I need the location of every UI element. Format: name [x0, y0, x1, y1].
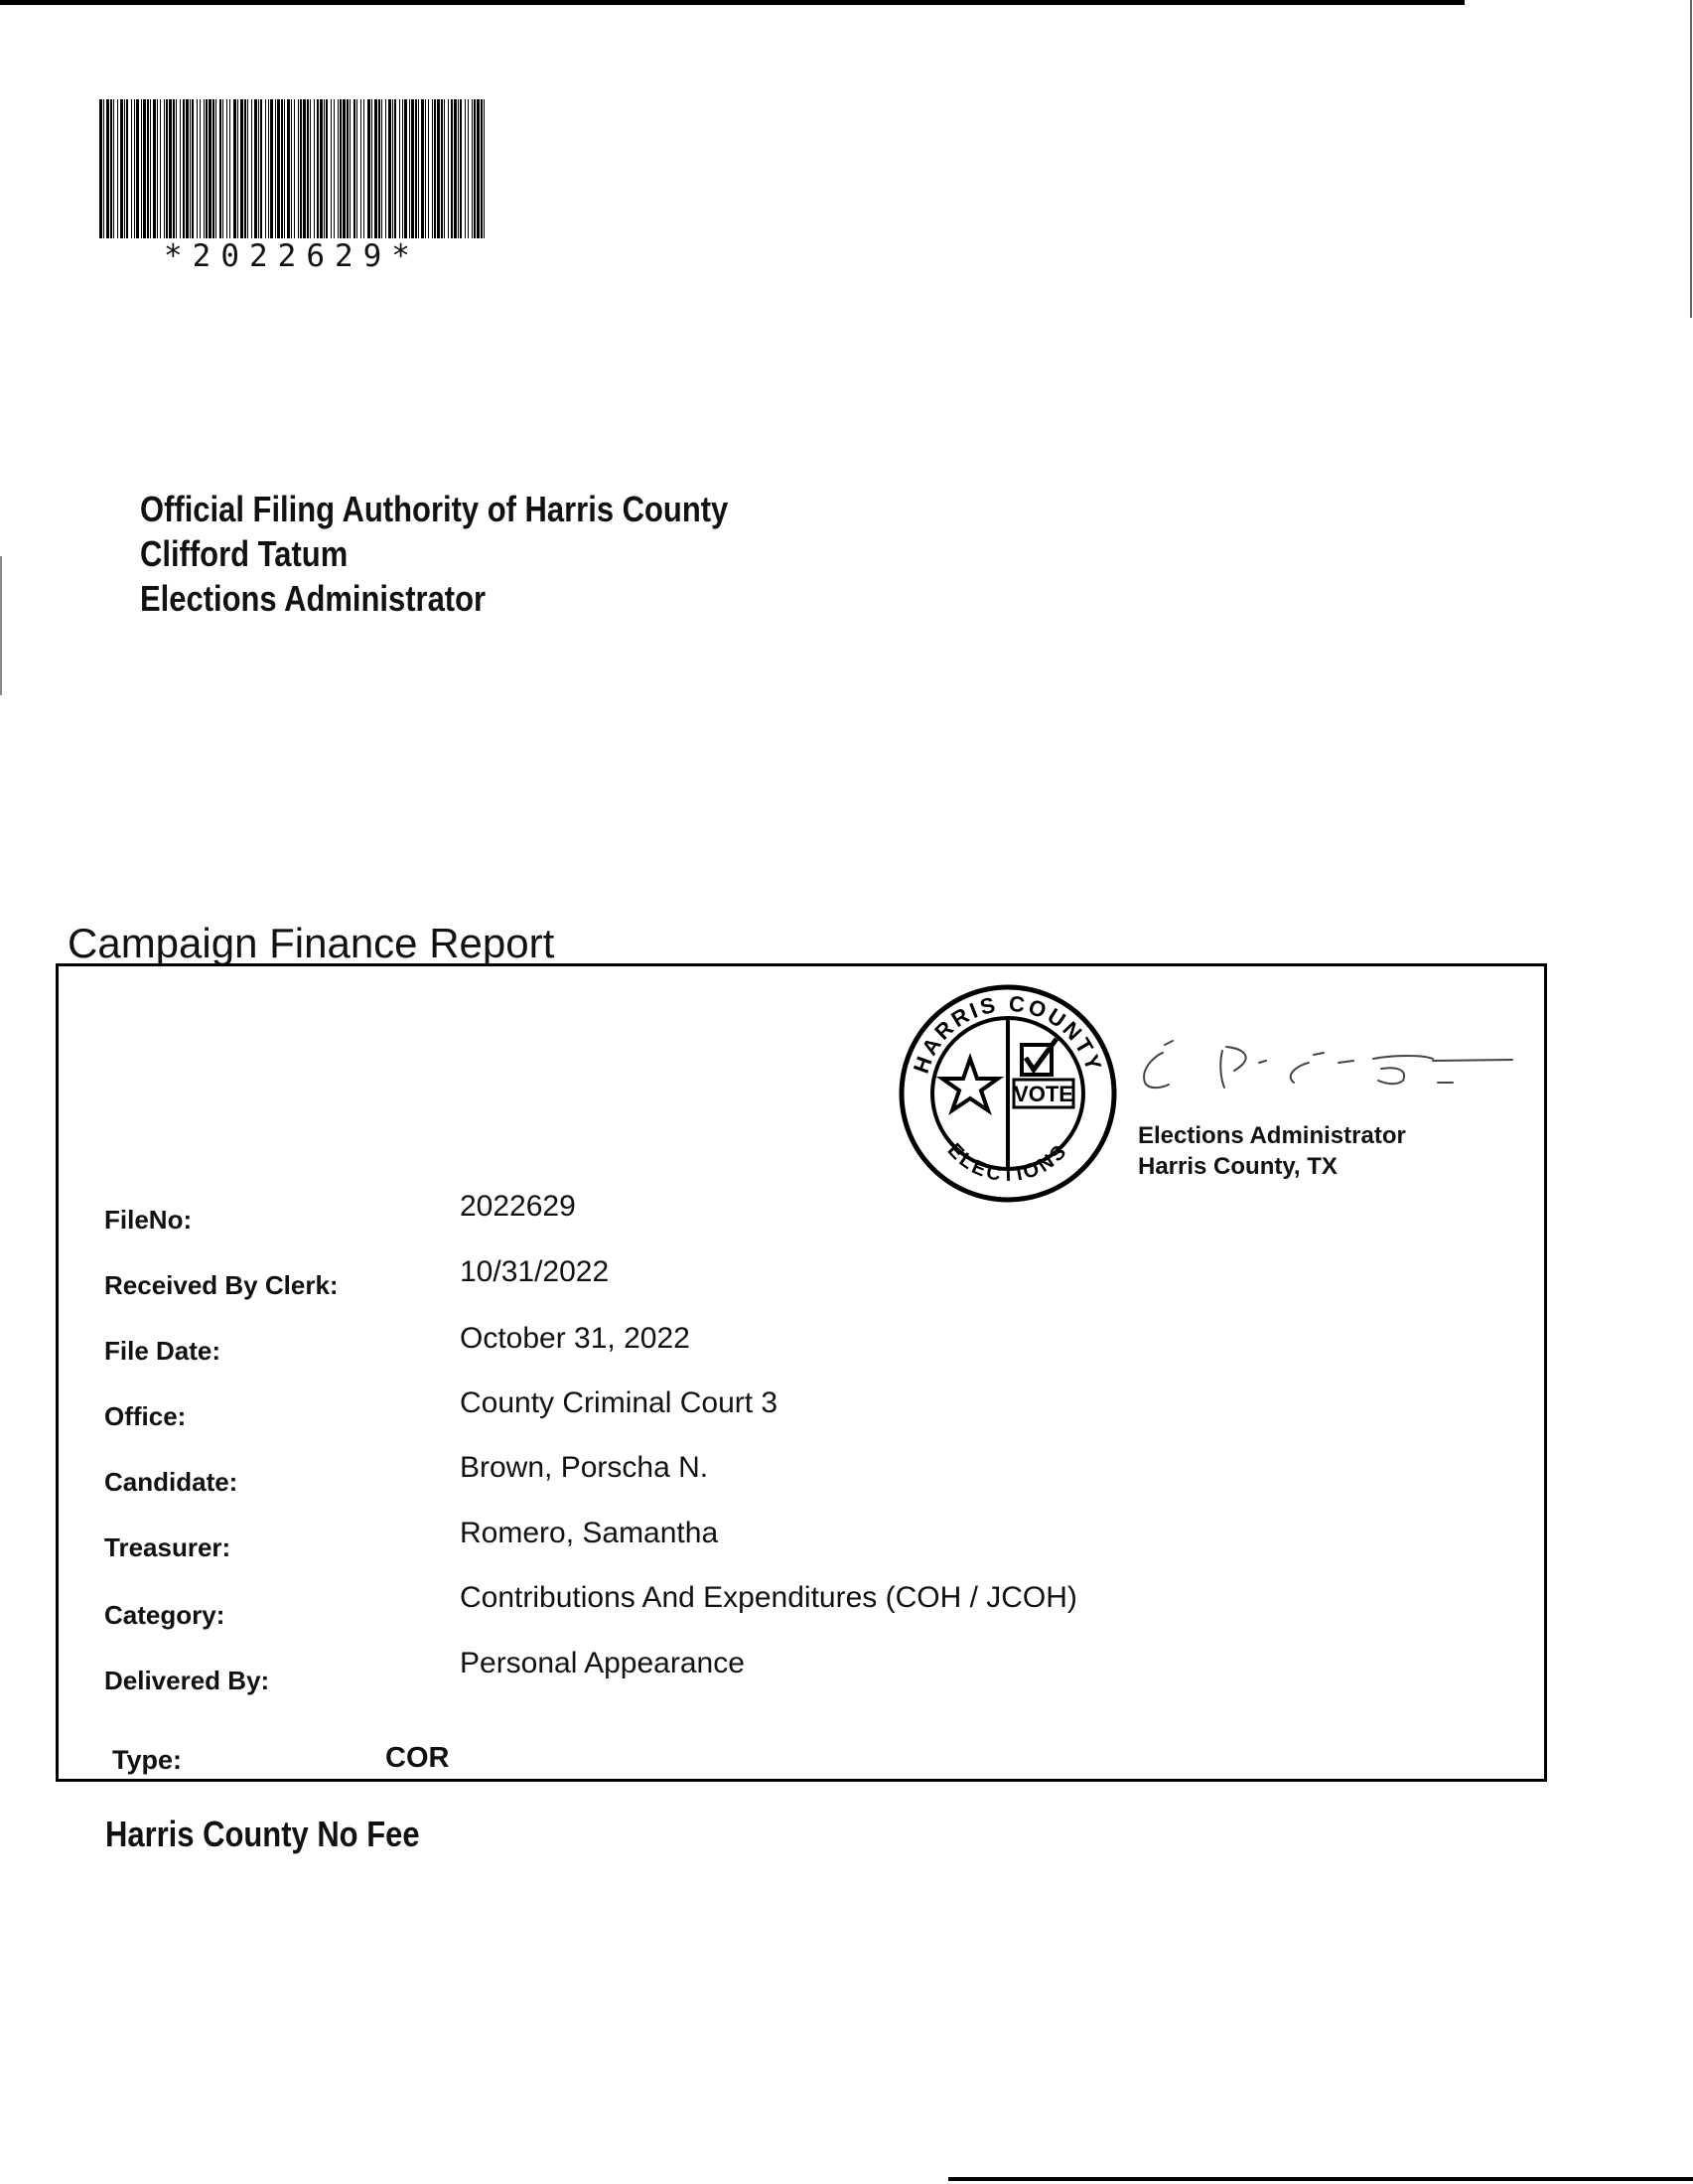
barcode-bar [340, 99, 342, 238]
barcode-bar [219, 99, 221, 238]
barcode-bar [394, 99, 396, 238]
checkbox-icon [1022, 1039, 1057, 1075]
field-label-treasurer: Treasurer: [104, 1532, 231, 1562]
field-label-delivered-by: Delivered By: [104, 1666, 270, 1695]
barcode-bar [314, 99, 315, 238]
barcode-bar [287, 99, 290, 238]
barcode-bar [484, 99, 485, 238]
seal-vote-text: VOTE [1014, 1082, 1073, 1106]
barcode-bar [176, 99, 177, 238]
barcode-bar [444, 99, 445, 238]
barcode-bar [126, 99, 128, 238]
barcode-bar [190, 99, 191, 238]
barcode-bar [458, 99, 459, 238]
barcode-bar [300, 99, 302, 238]
barcode-bar [215, 99, 216, 238]
barcode-bar [284, 99, 285, 238]
barcode-bar [441, 99, 443, 238]
barcode-bar [110, 99, 112, 238]
barcode-bar [350, 99, 351, 238]
field-label-type: Type: [112, 1745, 183, 1775]
barcode-bar [291, 99, 292, 238]
barcode-bar [270, 99, 273, 238]
barcode-bar [477, 99, 480, 238]
administrator-role: Elections Administrator [140, 578, 487, 619]
barcode-bar [281, 99, 283, 238]
barcode-bar [331, 99, 332, 238]
field-label-received-by-clerk: Received By Clerk: [104, 1270, 339, 1300]
harris-county-elections-seal [898, 983, 1118, 1204]
barcode-bar [324, 99, 325, 238]
barcode-bar [180, 99, 181, 238]
barcode-bar [277, 99, 280, 238]
barcode-bar [338, 99, 339, 238]
barcode-bar [240, 99, 243, 238]
barcode-bar [465, 99, 466, 238]
barcode-bar [437, 99, 440, 238]
barcode-bar [307, 99, 309, 238]
field-value-type: COR [385, 1742, 450, 1774]
field-value-office: County Criminal Court 3 [460, 1386, 778, 1419]
administrator-name: Clifford Tatum [140, 533, 349, 574]
barcode-bar [425, 99, 426, 238]
scan-edge-top [0, 0, 1465, 5]
barcode-bar [106, 99, 109, 238]
barcode-bar [415, 99, 417, 238]
barcode-bar [326, 99, 328, 238]
barcode-bar [353, 99, 355, 238]
barcode-bar [343, 99, 346, 238]
barcode-bar [402, 99, 403, 238]
barcode-bar [374, 99, 377, 238]
scan-edge-right [1690, 0, 1692, 318]
barcode-bar [103, 99, 104, 238]
barcode-bar [388, 99, 391, 238]
barcode-bar [244, 99, 246, 238]
barcode-bar [117, 99, 118, 238]
barcode [99, 99, 485, 238]
barcode-bar [113, 99, 114, 238]
barcode-bar [385, 99, 386, 238]
barcode-bar [468, 99, 469, 238]
barcode-bar [150, 99, 151, 238]
barcode-bar [160, 99, 161, 238]
seal-caption-county: Harris County, TX [1138, 1153, 1338, 1180]
barcode-bar [260, 99, 262, 238]
barcode-bar [254, 99, 257, 238]
barcode-bar [164, 99, 165, 238]
barcode-bar [157, 99, 158, 238]
barcode-bar [265, 99, 266, 238]
barcode-bar [294, 99, 295, 238]
barcode-bar [421, 99, 424, 238]
barcode-bar [134, 99, 135, 238]
barcode-bar [411, 99, 414, 238]
barcode-bar [141, 99, 142, 238]
scan-edge-bottom [948, 2177, 1693, 2181]
barcode-bar [432, 99, 433, 238]
barcode-bar [298, 99, 299, 238]
barcode-bar [237, 99, 238, 238]
barcode-bar [303, 99, 306, 238]
barcode-bar [153, 99, 156, 238]
field-label-office: Office: [104, 1401, 187, 1431]
star-icon [942, 1059, 998, 1110]
barcode-bar [418, 99, 419, 238]
field-value-category: Contributions And Expenditures (COH / JCOH) [460, 1581, 1077, 1614]
barcode-bar [472, 99, 473, 238]
seal-top-text: HARRIS COUNTY [908, 990, 1108, 1077]
barcode-bar [474, 99, 476, 238]
barcode-bar [169, 99, 172, 238]
field-label-file-no: FileNo: [104, 1205, 193, 1235]
filing-authority-header [140, 487, 728, 621]
barcode-bar [434, 99, 436, 238]
barcode-bar [226, 99, 227, 238]
barcode-bar [186, 99, 189, 238]
field-label-file-date: File Date: [104, 1336, 221, 1366]
barcode-bar [209, 99, 212, 238]
field-value-received-by-clerk: 10/31/2022 [460, 1255, 610, 1288]
barcode-bar [212, 99, 214, 238]
barcode-bar [268, 99, 269, 238]
barcode-bar [460, 99, 462, 238]
barcode-bar [183, 99, 185, 238]
barcode-bar [481, 99, 483, 238]
field-label-category: Category: [104, 1600, 225, 1630]
barcode-bar [166, 99, 168, 238]
barcode-bar [320, 99, 323, 238]
barcode-bar [347, 99, 349, 238]
field-value-file-no: 2022629 [460, 1190, 576, 1223]
barcode-bar [136, 99, 139, 238]
barcode-bar [399, 99, 400, 238]
barcode-bar [233, 99, 236, 238]
barcode-bar [392, 99, 393, 238]
barcode-bar [404, 99, 407, 238]
barcode-bar [120, 99, 123, 238]
barcode-bar [317, 99, 319, 238]
barcode-bar [251, 99, 252, 238]
barcode-bar [428, 99, 429, 238]
field-value-candidate: Brown, Porscha N. [460, 1451, 709, 1484]
barcode-bar [381, 99, 382, 238]
barcode-bar [200, 99, 201, 238]
barcode-bar [310, 99, 311, 238]
barcode-bar [143, 99, 146, 238]
seal-caption [1138, 1120, 1406, 1182]
barcode-bar [192, 99, 194, 238]
field-value-treasurer: Romero, Samantha [460, 1517, 719, 1549]
barcode-bar [451, 99, 453, 238]
barcode-bar [247, 99, 248, 238]
barcode-bar [197, 99, 198, 238]
field-value-file-date: October 31, 2022 [460, 1322, 690, 1355]
barcode-bar [222, 99, 223, 238]
barcode-bar [454, 99, 457, 238]
barcode-bar [229, 99, 230, 238]
administrator-signature [1135, 1033, 1517, 1102]
seal-bottom-text: ELECTIONS [942, 1139, 1073, 1187]
barcode-bar [371, 99, 372, 238]
barcode-bar [378, 99, 380, 238]
field-value-delivered-by: Personal Appearance [460, 1647, 745, 1679]
seal-caption-role: Elections Administrator [1138, 1122, 1406, 1149]
barcode-bar [363, 99, 364, 238]
barcode-bar [334, 99, 335, 238]
field-label-candidate: Candidate: [104, 1467, 238, 1497]
barcode-bar [367, 99, 370, 238]
barcode-bar [258, 99, 259, 238]
barcode-bar [356, 99, 357, 238]
barcode-number: *2022629* [164, 238, 420, 274]
barcode-bar [206, 99, 208, 238]
barcode-bar [409, 99, 410, 238]
barcode-bar [448, 99, 449, 238]
barcode-bar [131, 99, 132, 238]
authority-title: Official Filing Authority of Harris County [140, 489, 729, 529]
barcode-bar [173, 99, 175, 238]
report-title: Campaign Finance Report [68, 920, 555, 966]
barcode-bar [147, 99, 149, 238]
barcode-bar [99, 99, 102, 238]
barcode-bar [360, 99, 361, 238]
barcode-bar [204, 99, 205, 238]
barcode-bar [275, 99, 276, 238]
barcode-bar [124, 99, 125, 238]
scan-edge-left [0, 556, 2, 695]
fee-note: Harris County No Fee [105, 1814, 420, 1854]
